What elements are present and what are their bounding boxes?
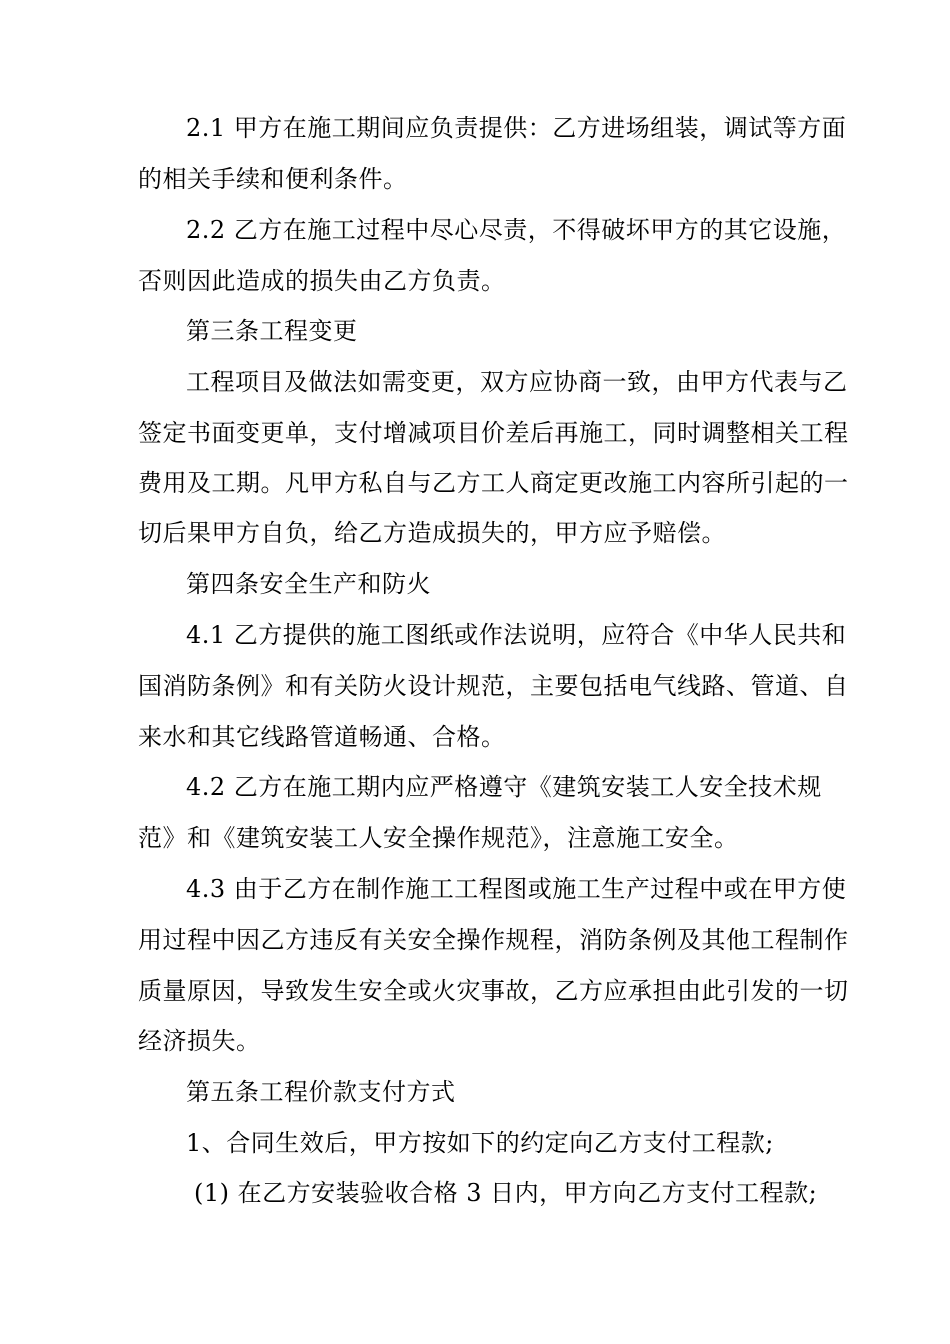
text-line: 费用及工期。凡甲方私自与乙方工人商定更改施工内容所引起的一 (138, 469, 849, 497)
text-line: 2.1 甲方在施工期间应负责提供：乙方进场组装，调试等方面 (186, 114, 847, 142)
section-heading: 第三条工程变更 (186, 317, 358, 345)
text-line: 1、合同生效后，甲方按如下的约定向乙方支付工程款; (186, 1129, 774, 1157)
section-heading: 第五条工程价款支付方式 (186, 1078, 456, 1106)
text-line: 工程项目及做法如需变更，双方应协商一致，由甲方代表与乙 (186, 368, 848, 396)
text-line: 切后果甲方自负，给乙方造成损失的，甲方应予赔偿。 (138, 519, 726, 547)
text-line: 的相关手续和便利条件。 (138, 165, 408, 193)
text-line: 范》和《建筑安装工人安全操作规范》，注意施工安全。 (138, 824, 739, 852)
text-line: 2.2 乙方在施工过程中尽心尽责，不得破坏甲方的其它设施， (186, 216, 847, 244)
text-line: (1) 在乙方安装验收合格 3 日内，甲方向乙方支付工程款; (194, 1179, 818, 1207)
text-line: 否则因此造成的损失由乙方负责。 (138, 267, 506, 295)
text-line: 国消防条例》和有关防火设计规范，主要包括电气线路、管道、自 (138, 672, 849, 700)
text-line: 经济损失。 (138, 1027, 261, 1055)
text-line: 4.3 由于乙方在制作施工工程图或施工生产过程中或在甲方使 (186, 875, 847, 903)
section-heading: 第四条安全生产和防火 (186, 570, 431, 598)
text-line: 4.1 乙方提供的施工图纸或作法说明，应符合《中华人民共和 (186, 621, 847, 649)
text-line: 4.2 乙方在施工期内应严格遵守《建筑安装工人安全技术规 (186, 773, 822, 801)
text-line: 来水和其它线路管道畅通、合格。 (138, 723, 506, 751)
text-line: 用过程中因乙方违反有关安全操作规程，消防条例及其他工程制作 (138, 926, 849, 954)
text-line: 签定书面变更单，支付增减项目价差后再施工，同时调整相关工程 (138, 419, 849, 447)
text-line: 质量原因，导致发生安全或火灾事故，乙方应承担由此引发的一切 (138, 977, 849, 1005)
